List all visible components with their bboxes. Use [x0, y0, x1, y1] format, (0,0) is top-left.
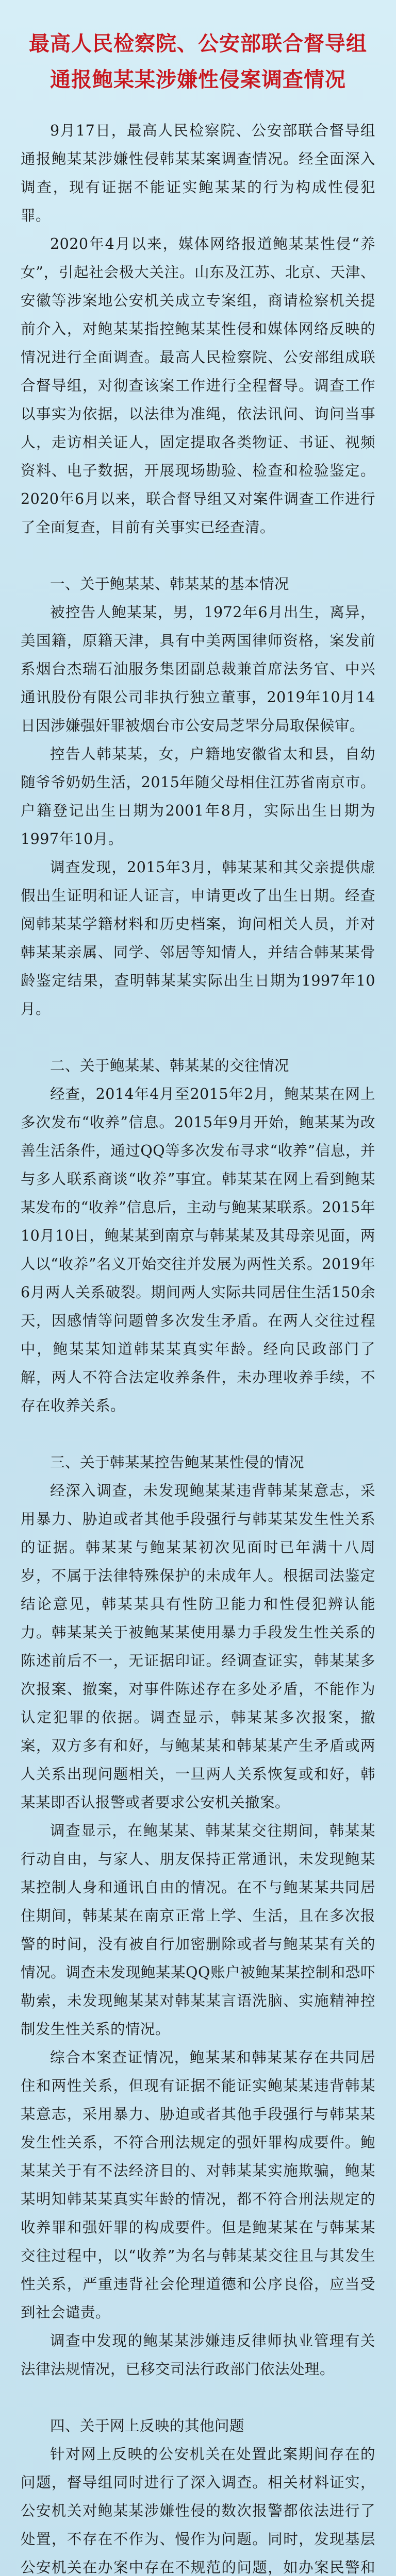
section-heading: 四、关于网上反映的其他问题: [50, 2417, 245, 2434]
section-paragraph: 被控告人鲍某某，男，1972年6月出生，离异，美国籍，原籍天津，具有中美两国律师资格，案发前系烟台杰瑞石油服务集团副总裁兼首席法务官、中兴通讯股份有限公司非执行独立董事，2019年10月14日因涉嫌强奸罪被烟台市公安局芝罘分局取保候审。: [21, 604, 375, 734]
section-paragraph: 控告人韩某某，女，户籍地安徽省太和县，自幼随爷爷奶奶生活，2015年随父母相住江苏省南京市。户籍登记出生日期为2001年8月，实际出生日期为1997年10月。: [21, 745, 375, 848]
intro-block: [21, 116, 375, 541]
section-other-issues: [21, 2412, 375, 2576]
title-line-1: 最高人民检察院、公安部联合督导组: [29, 31, 367, 56]
intro-paragraph: 2020年4月以来，媒体网络报道鲍某某性侵“养女”，引起社会极大关注。山东及江苏、北京、天津、安徽等涉案地公安机关成立专案组，商请检察机关提前介入，对鲍某某指控鲍某某性侵和媒体网络反映的情况进行全面调查。最高人民检察院、公安部组成联合督导组，对彻查该案工作进行全程督导。调查工作以事实为依据，以法律为准绳，依法讯问、询问当事人，走访相关证人，固定提取各类物证、书证、视频资料、电子数据，开展现场勘验、检查和检验鉴定。2020年6月以来，联合督导组又对案件调查工作进行了全面复查，目前有关事实已经查清。: [21, 235, 375, 536]
section-paragraph: 调查发现，2015年3月，韩某某和其父亲提供虚假出生证明和证人证言，申请更改了出生日期。经查阅韩某某学籍材料和历史档案，询问相关人员，并对韩某某亲属、同学、邻居等知情人，并结合韩某某骨龄鉴定结果，查明韩某某实际出生日期为1997年10月。: [21, 859, 375, 1018]
section-paragraph: 调查中发现的鲍某某涉嫌违反律师执业管理有关法律法规情况，已移交司法行政部门依法处理。: [21, 2332, 375, 2378]
title-line-2: 通报鲍某某涉嫌性侵案调查情况: [50, 67, 346, 92]
section-basic-info: [21, 570, 375, 1023]
section-heading: 一、关于鲍某某、韩某某的基本情况: [50, 575, 290, 592]
section-heading: 二、关于鲍某某、韩某某的交往情况: [50, 1057, 290, 1074]
article-title: [21, 26, 375, 98]
section-paragraph: 调查显示，在鲍某某、韩某某交往期间，韩某某行动自由，与家人、朋友保持正常通讯，未发现鲍某某控制人身和通讯自由的情况。在不与鲍某某共同居住期间，韩某某在南京正常上学、生活，且在多次报警的时间，没有被自行加密删除或者与鲍某某有关的情况。调查未发现鲍某某QQ账户被鲍某某控制和恐吓勒索，未发现鲍某某对韩某某言语洗脑、实施精神控制发生性关系的情况。: [21, 1822, 375, 2038]
section-heading: 三、关于韩某某控告鲍某某性侵的情况: [50, 1454, 305, 1471]
section-paragraph: 经深入调查，未发现鲍某某违背韩某某意志，采用暴力、胁迫或者其他手段强行与韩某某发生性关系的证据。韩某某与鲍某某初次见面时已年满十八周岁，不属于法律特殊保护的未成年人。根据司法鉴定结论意见，韩某某具有性防卫能力和性侵犯辨认能力。韩某某关于被鲍某某使用暴力手段发生性关系的陈述前后不一，无证据印证。经调查证实，韩某某多次报案、撤案，对事件陈述存在多处矛盾，不能作为认定犯罪的依据。调查显示，韩某某多次报案，撤案，双方多有和好，与鲍某某和韩某某产生矛盾或两人关系出现问题相关，一旦两人关系恢复或和好，韩某某即否认报警或者要求公安机关撤案。: [21, 1482, 375, 1811]
intro-paragraph: 9月17日，最高人民检察院、公安部联合督导组通报鲍某某涉嫌性侵韩某某案调查情况。经全面深入调查，现有证据不能证实鲍某某的行为构成性侵犯罪。: [21, 122, 375, 224]
section-paragraph: 经查，2014年4月至2015年2月，鲍某某在网上多次发布“收养”信息。2015年9月开始，鲍某某为改善生活条件，通过QQ等多次发布寻求“收养”信息，并与多人联系商谈“收养”事宜。韩某某在网上看到鲍某某发布的“收养”信息后，主动与鲍某某联系。2015年10月10日，鲍某某到南京与韩某某及其母亲见面，两人以“收养”名义开始交往并发展为两性关系。2019年6月两人关系破裂。期间两人实际共同居住生活150余天，因感情等问题曾多次发生矛盾。在两人交往过程中，鲍某某知道韩某某真实年龄。经向民政部门了解，两人不符合法定收养条件，未办理收养手续，不存在收养关系。: [21, 1086, 375, 1414]
section-relationship: [21, 1052, 375, 1420]
section-accusation: [21, 1448, 375, 2383]
section-paragraph: 综合本案查证情况，鲍某某和韩某某存在共同居住和两性关系，但现有证据不能证实鲍某某违背韩某某意志，采用暴力、胁迫或者其他手段强行与韩某某发生性关系，不符合刑法规定的强奸罪构成要件。鲍某某关于有不法经济目的、对韩某某实施欺骗，鲍某某明知韩某某真实年龄的情况，都不符合刑法规定的收养罪和强奸罪的构成要件。但是鲍某某在与韩某某交往过程中，以“收养”为名与韩某某交往且与其发生性关系，严重违背社会伦理道德和公序良俗，应当受到社会谴责。: [21, 2049, 375, 2321]
section-paragraph: 针对网上反映的公安机关在处置此案期间存在的问题，督导组同时进行了深入调查。相关材料证实，公安机关对鲍某某涉嫌性侵的数次报警都依法进行了处置，不存在不作为、慢作为问题。同时，发现基层公安机关在办案中存在不规范的问题，如办案民警和: [21, 2446, 375, 2576]
